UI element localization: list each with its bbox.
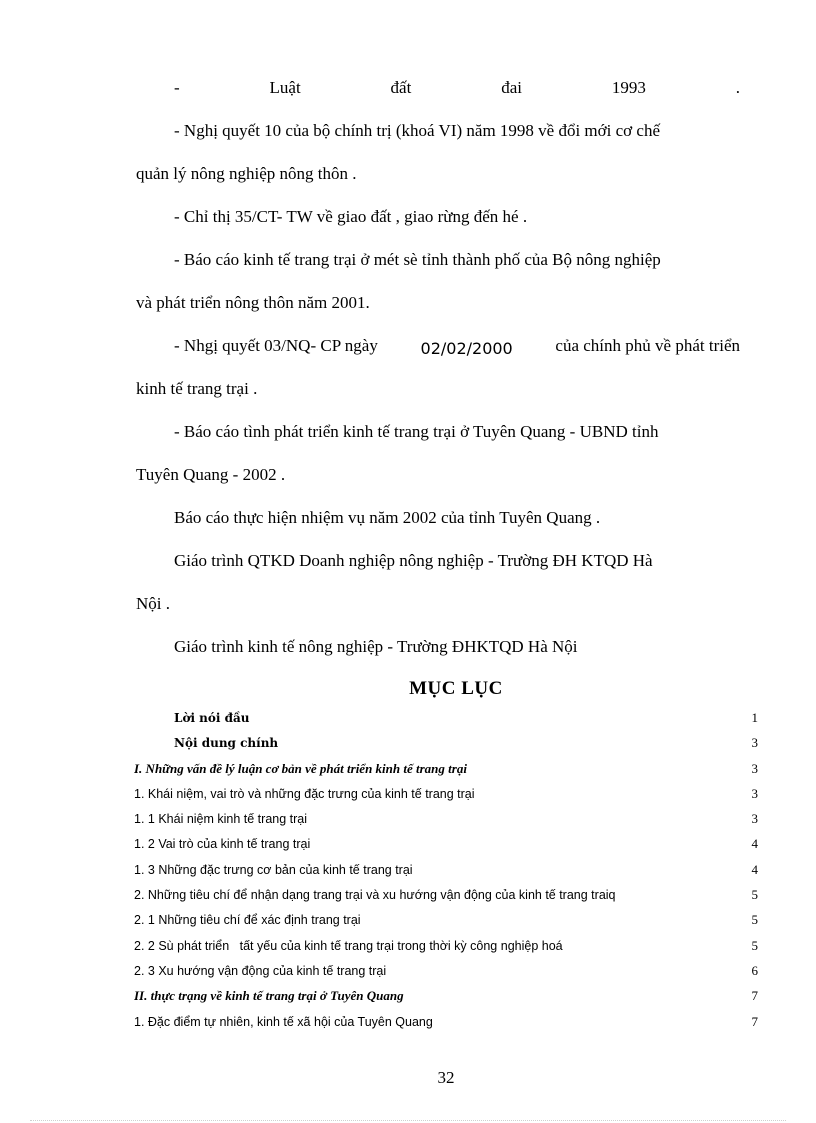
word: Luật [269, 78, 301, 97]
toc-entry-label: 1. 3 Những đặc trưng cơ bản của kinh tế trang trại [134, 862, 413, 877]
toc-entry-label: 1. 1 Khái niệm kinh tế trang trại [134, 812, 308, 827]
toc-entry[interactable] [134, 1009, 758, 1034]
toc-entry-page: 7 [751, 1013, 758, 1029]
toc-title: MỤC LỤC [409, 678, 503, 699]
reference-law [136, 70, 740, 113]
reference-line: Giáo trình kinh tế nông nghiệp - Trường ĐHKTQD Hà Nội [174, 637, 578, 656]
toc-entry-label: 1. Khái niệm, vai trò và những đặc trưng của kinh tế trang trại [134, 786, 475, 801]
toc-entry-page: 1 [751, 710, 758, 725]
toc-entry[interactable] [134, 705, 758, 730]
toc-entry[interactable] [134, 983, 758, 1008]
toc-entry[interactable] [134, 730, 758, 755]
toc-entry-label: 2. 1 Những tiêu chí để xác định trang trại [134, 913, 361, 928]
toc-entry[interactable] [134, 831, 758, 856]
toc-entry[interactable] [134, 781, 758, 806]
reference-line: và phát triển nông thôn năm 2001. [136, 293, 370, 312]
toc-entry[interactable] [134, 907, 758, 932]
reference-line: - Chỉ thị 35/CT- TW về giao đất , giao rừng đến hé . [174, 207, 528, 226]
reference-line: Tuyên Quang - 2002 . [136, 465, 286, 484]
toc-entry-page: 7 [751, 988, 758, 1004]
toc-entry-page: 5 [751, 937, 758, 953]
toc-entry-page: 3 [751, 811, 758, 827]
reference-line: Nội . [136, 594, 170, 613]
toc-entry-label: II. thực trạng về kinh tế trang trại ở Tuyên Quang [134, 988, 404, 1004]
toc-entry-label: Nội dung chính [174, 736, 279, 751]
page-number: 32 [437, 1068, 455, 1087]
footer-divider [30, 1120, 786, 1121]
word: đất [390, 78, 412, 97]
toc-entry-label: 2. 3 Xu hướng vận động của kinh tế trang trại [134, 963, 387, 978]
resolution-date: 02/02/2000 [420, 339, 513, 358]
reference-list [136, 70, 740, 672]
toc-entry[interactable] [134, 933, 758, 958]
reference-resolution [136, 328, 740, 371]
toc-entry-page: 3 [751, 735, 758, 751]
reference-line: Giáo trình QTKD Doanh nghiệp nông nghiệp - Trường ĐH KTQD Hà [174, 551, 653, 570]
dash: - [174, 78, 180, 97]
toc-entry[interactable] [134, 882, 758, 907]
toc-entry-label: 2. 2 Sù phát triển tất yếu của kinh tế trang trại trong thời kỳ công nghiệp hoá [134, 938, 563, 953]
toc-entry-page: 3 [751, 760, 758, 776]
toc-entry-page: 3 [751, 785, 758, 801]
toc-entry-label: 1. Đặc điểm tự nhiên, kinh tế xã hội của Tuyên Quang [134, 1014, 433, 1029]
period: . [735, 78, 740, 97]
toc-entry-label: I. Những vấn đề lý luận cơ bản về phát triển kinh tế trang trại [134, 760, 467, 776]
toc-entry[interactable] [134, 958, 758, 983]
toc-entry-page: 5 [751, 912, 758, 928]
reference-line: Báo cáo thực hiện nhiệm vụ năm 2002 của tỉnh Tuyên Quang . [174, 508, 601, 527]
toc-entry[interactable] [134, 806, 758, 831]
toc-entry[interactable] [134, 857, 758, 882]
table-of-contents [134, 705, 758, 1034]
toc-entry-page: 4 [751, 836, 758, 852]
word: 1993 [611, 78, 646, 97]
toc-entry-page: 5 [751, 887, 758, 903]
toc-entry-page: 4 [751, 861, 758, 877]
reference-line: - Báo cáo kinh tế trang trại ở mét sè tỉnh thành phố của Bộ nông nghiệp [174, 250, 661, 269]
toc-entry-label: 2. Những tiêu chí để nhận dạng trang trại và xu hướng vận động của kinh tế trang traiq [134, 888, 616, 903]
reference-line: kinh tế trang trại . [136, 379, 258, 398]
toc-entry-page: 6 [751, 962, 758, 978]
word: đai [501, 78, 522, 97]
reference-line: - Báo cáo tình phát triển kinh tế trang trại ở Tuyên Quang - UBND tỉnh [174, 422, 659, 441]
toc-entry[interactable] [134, 756, 758, 781]
resolution-text: - Nhgị quyết 03/NQ- CP ngày [174, 336, 378, 355]
reference-line: quản lý nông nghiệp nông thôn . [136, 164, 357, 183]
toc-entry-label: Lời nói đầu [174, 711, 250, 725]
toc-entry-label: 1. 2 Vai trò của kinh tế trang trại [134, 837, 311, 852]
resolution-text: của chính phủ về phát triển [555, 336, 740, 355]
reference-line: - Nghị quyết 10 của bộ chính trị (khoá VI) năm 1998 về đổi mới cơ chế [174, 121, 660, 140]
